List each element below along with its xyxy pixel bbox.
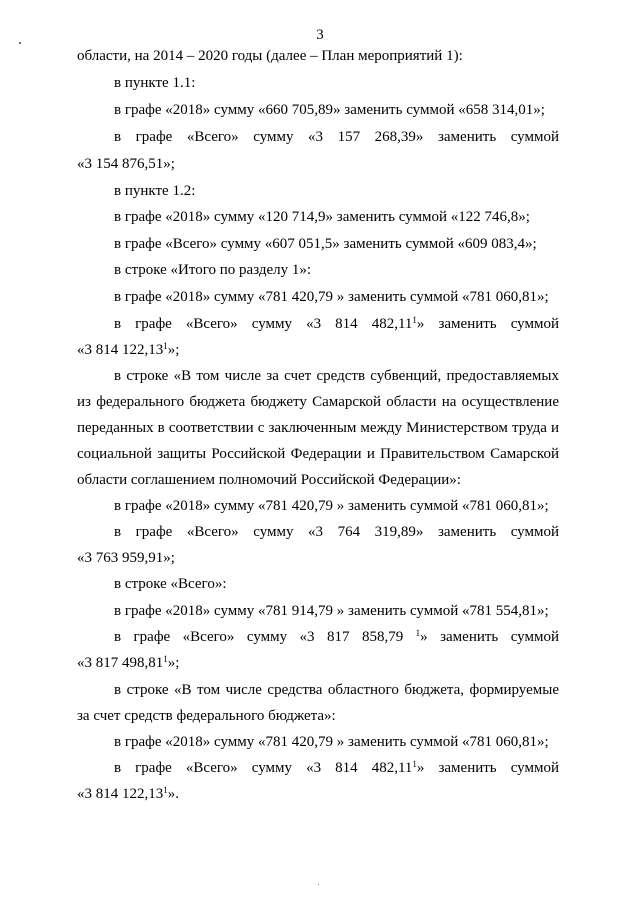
text-line: области соглашением полномочий Российской Федерации»: — [77, 472, 461, 488]
footnote-marker: 1 — [163, 341, 168, 351]
text-run: в графе «Всего» сумму «3 817 858,79 — [114, 629, 416, 645]
footnote-marker: 1 — [412, 759, 417, 769]
scan-speck — [318, 884, 319, 885]
text-line: в строке «Итого по разделу 1»: — [114, 262, 312, 278]
text-run: ». — [167, 786, 179, 802]
scan-speck — [19, 42, 21, 44]
text-line: «3 763 959,91»; — [77, 550, 175, 566]
text-line — [77, 340, 559, 360]
footnote-marker: 1 — [412, 315, 417, 325]
text-line: «3 154 876,51»; — [77, 156, 175, 172]
text-line: в пункте 1.2: — [114, 183, 196, 199]
text-line: в графе «2018» сумму «781 914,79 » заменить суммой «781 554,81»; — [114, 603, 549, 619]
text-run: » заменить суммой — [420, 629, 559, 645]
text-line: в пункте 1.1: — [114, 75, 196, 91]
footnote-marker: 1 — [163, 654, 168, 664]
text-run: » заменить суммой — [416, 316, 559, 332]
text-line: из федерального бюджета бюджету Самарской области на осуществление — [77, 394, 559, 410]
text-line: в строке «В том числе средства областного бюджета, формируемые — [114, 682, 559, 698]
text-line: в графе «2018» сумму «781 420,79 » заменить суммой «781 060,81»; — [114, 289, 549, 305]
text-run: в графе «Всего» сумму «3 814 482,11 — [114, 760, 413, 776]
text-line: в графе «Всего» сумму «3 157 268,39» заменить суммой — [114, 129, 559, 145]
text-line: в графе «2018» сумму «120 714,9» заменить суммой «122 746,8»; — [114, 209, 530, 225]
text-run: » заменить суммой — [416, 760, 559, 776]
text-line: в графе «2018» сумму «660 705,89» заменить суммой «658 314,01»; — [114, 102, 545, 118]
text-line: за счет средств федерального бюджета»: — [77, 708, 336, 724]
text-line — [77, 784, 559, 804]
text-run: »; — [167, 342, 180, 358]
text-line: в графе «Всего» сумму «3 764 319,89» заменить суммой — [114, 524, 559, 540]
text-line: переданных в соответствии с заключенным между Министерством труда и — [77, 420, 559, 436]
text-run: «3 817 498,81 — [77, 655, 164, 671]
text-line: в строке «Всего»: — [114, 576, 227, 592]
text-run: »; — [167, 655, 180, 671]
text-line: в графе «Всего» сумму «607 051,5» заменить суммой «609 083,4»; — [114, 236, 537, 252]
text-line: социальной защиты Российской Федерации и Правительством Самарской — [77, 446, 559, 462]
text-line: в графе «2018» сумму «781 420,79 » заменить суммой «781 060,81»; — [114, 734, 549, 750]
page-number: 3 — [316, 27, 324, 43]
text-line — [114, 314, 559, 334]
text-line — [114, 758, 559, 778]
text-line — [77, 653, 559, 673]
text-line: в графе «2018» сумму «781 420,79 » заменить суммой «781 060,81»; — [114, 498, 549, 514]
text-line: области, на 2014 – 2020 годы (далее – План мероприятий 1): — [77, 48, 463, 64]
text-line — [114, 627, 559, 647]
text-line: в строке «В том числе за счет средств субвенций, предоставляемых — [114, 368, 559, 384]
footnote-marker: 1 — [163, 785, 168, 795]
text-run: «3 814 122,13 — [77, 342, 164, 358]
footnote-marker: 1 — [415, 628, 421, 638]
text-run: в графе «Всего» сумму «3 814 482,11 — [114, 316, 413, 332]
text-run: «3 814 122,13 — [77, 786, 164, 802]
